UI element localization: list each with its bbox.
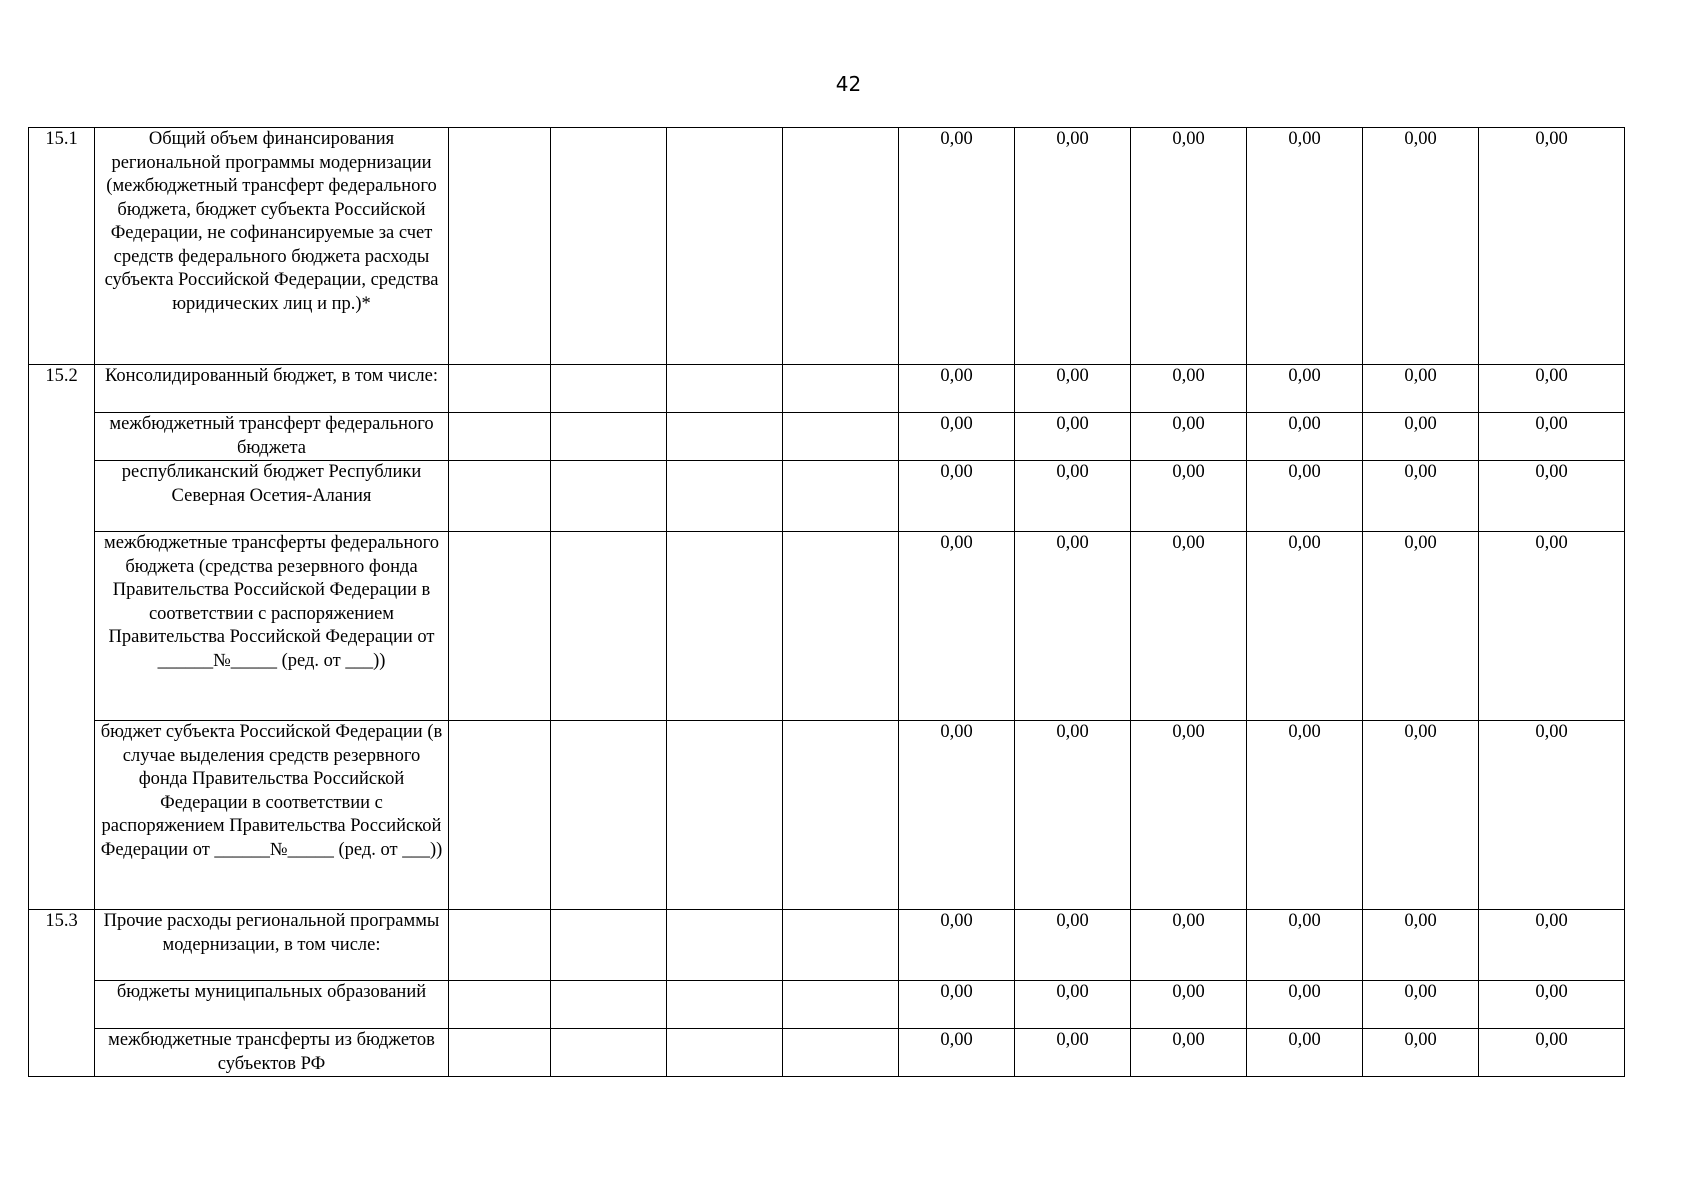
- empty-cell: [783, 532, 899, 721]
- row-name-cell: Консолидированный бюджет, в том числе:: [95, 365, 449, 413]
- value-cell: 0,00: [899, 910, 1015, 981]
- empty-cell: [449, 981, 551, 1029]
- value-cell: 0,00: [1247, 365, 1363, 413]
- value-cell: 0,00: [1363, 365, 1479, 413]
- value-cell: 0,00: [1363, 910, 1479, 981]
- table-row: [29, 981, 1625, 1029]
- table-row: [29, 413, 1625, 461]
- value-cell: 0,00: [1363, 128, 1479, 365]
- value-cell: 0,00: [899, 721, 1015, 910]
- value-cell: 0,00: [1247, 721, 1363, 910]
- empty-cell: [449, 461, 551, 532]
- value-cell: 0,00: [1479, 365, 1625, 413]
- empty-cell: [783, 981, 899, 1029]
- value-cell: 0,00: [899, 365, 1015, 413]
- value-cell: 0,00: [1131, 461, 1247, 532]
- row-name-cell: межбюджетные трансферты из бюджетов субъектов РФ: [95, 1029, 449, 1077]
- empty-cell: [783, 461, 899, 532]
- value-cell: 0,00: [899, 981, 1015, 1029]
- empty-cell: [449, 910, 551, 981]
- value-cell: 0,00: [1363, 461, 1479, 532]
- value-cell: 0,00: [1131, 532, 1247, 721]
- value-cell: 0,00: [899, 461, 1015, 532]
- empty-cell: [551, 910, 667, 981]
- empty-cell: [667, 532, 783, 721]
- value-cell: 0,00: [1247, 981, 1363, 1029]
- empty-cell: [551, 461, 667, 532]
- row-number-cell: 15.1: [29, 128, 95, 365]
- row-name-cell: межбюджетный трансферт федерального бюджета: [95, 413, 449, 461]
- empty-cell: [449, 365, 551, 413]
- value-cell: 0,00: [1247, 413, 1363, 461]
- value-cell: 0,00: [1131, 910, 1247, 981]
- value-cell: 0,00: [1015, 532, 1131, 721]
- empty-cell: [667, 128, 783, 365]
- value-cell: 0,00: [1131, 413, 1247, 461]
- empty-cell: [667, 1029, 783, 1077]
- value-cell: 0,00: [1015, 365, 1131, 413]
- empty-cell: [783, 128, 899, 365]
- value-cell: 0,00: [1015, 910, 1131, 981]
- value-cell: 0,00: [1247, 461, 1363, 532]
- value-cell: 0,00: [1131, 365, 1247, 413]
- value-cell: 0,00: [1363, 981, 1479, 1029]
- empty-cell: [667, 981, 783, 1029]
- value-cell: 0,00: [1015, 721, 1131, 910]
- value-cell: 0,00: [1363, 721, 1479, 910]
- empty-cell: [551, 981, 667, 1029]
- empty-cell: [667, 721, 783, 910]
- value-cell: 0,00: [1479, 128, 1625, 365]
- empty-cell: [783, 365, 899, 413]
- page-number: 42: [835, 72, 862, 96]
- value-cell: 0,00: [1015, 413, 1131, 461]
- empty-cell: [551, 413, 667, 461]
- empty-cell: [551, 721, 667, 910]
- row-name-cell: межбюджетные трансферты федерального бюджета (средства резервного фонда Правительства Российской Федерации в соответствии с распоряжением Правительства Российской Федерации от ______№_____ (ред. от ___)): [95, 532, 449, 721]
- row-number-cell: 15.3: [29, 910, 95, 1077]
- table-row: [29, 128, 1625, 365]
- value-cell: 0,00: [899, 532, 1015, 721]
- value-cell: 0,00: [1479, 413, 1625, 461]
- value-cell: 0,00: [1363, 413, 1479, 461]
- value-cell: 0,00: [1131, 1029, 1247, 1077]
- value-cell: 0,00: [1247, 532, 1363, 721]
- empty-cell: [667, 365, 783, 413]
- empty-cell: [449, 1029, 551, 1077]
- empty-cell: [783, 721, 899, 910]
- value-cell: 0,00: [1363, 1029, 1479, 1077]
- table-row: [29, 461, 1625, 532]
- table-row: [29, 532, 1625, 721]
- value-cell: 0,00: [1131, 721, 1247, 910]
- empty-cell: [551, 532, 667, 721]
- value-cell: 0,00: [1479, 721, 1625, 910]
- empty-cell: [667, 461, 783, 532]
- row-name-cell: республиканский бюджет Республики Северная Осетия-Алания: [95, 461, 449, 532]
- table-row: [29, 1029, 1625, 1077]
- financing-table: [28, 127, 1625, 1077]
- empty-cell: [783, 910, 899, 981]
- empty-cell: [667, 413, 783, 461]
- value-cell: 0,00: [1131, 128, 1247, 365]
- value-cell: 0,00: [899, 128, 1015, 365]
- value-cell: 0,00: [1015, 981, 1131, 1029]
- value-cell: 0,00: [1479, 910, 1625, 981]
- value-cell: 0,00: [1015, 1029, 1131, 1077]
- value-cell: 0,00: [1247, 910, 1363, 981]
- value-cell: 0,00: [1479, 981, 1625, 1029]
- empty-cell: [449, 532, 551, 721]
- empty-cell: [449, 721, 551, 910]
- value-cell: 0,00: [1479, 461, 1625, 532]
- value-cell: 0,00: [1479, 1029, 1625, 1077]
- empty-cell: [667, 910, 783, 981]
- empty-cell: [551, 365, 667, 413]
- value-cell: 0,00: [1479, 532, 1625, 721]
- empty-cell: [783, 1029, 899, 1077]
- value-cell: 0,00: [899, 413, 1015, 461]
- empty-cell: [551, 1029, 667, 1077]
- value-cell: 0,00: [1131, 981, 1247, 1029]
- row-name-cell: бюджет субъекта Российской Федерации (в случае выделения средств резервного фонда Правительства Российской Федерации в соответствии с распоряжением Правительства Российской Федерации от ______№_____ (ред. от ___)): [95, 721, 449, 910]
- table-row: [29, 365, 1625, 413]
- value-cell: 0,00: [1015, 128, 1131, 365]
- table-row: [29, 721, 1625, 910]
- row-name-cell: бюджеты муниципальных образований: [95, 981, 449, 1029]
- row-name-cell: Прочие расходы региональной программы модернизации, в том числе:: [95, 910, 449, 981]
- empty-cell: [449, 413, 551, 461]
- empty-cell: [783, 413, 899, 461]
- row-number-cell: 15.2: [29, 365, 95, 910]
- value-cell: 0,00: [899, 1029, 1015, 1077]
- empty-cell: [551, 128, 667, 365]
- row-name-cell: Общий объем финансирования региональной программы модернизации (межбюджетный трансферт федерального бюджета, бюджет субъекта Российской Федерации, не софинансируемые за счет средств федерального бюджета расходы субъекта Российской Федерации, средства юридических лиц и пр.)*: [95, 128, 449, 365]
- empty-cell: [449, 128, 551, 365]
- value-cell: 0,00: [1363, 532, 1479, 721]
- value-cell: 0,00: [1247, 128, 1363, 365]
- table-row: [29, 910, 1625, 981]
- value-cell: 0,00: [1247, 1029, 1363, 1077]
- value-cell: 0,00: [1015, 461, 1131, 532]
